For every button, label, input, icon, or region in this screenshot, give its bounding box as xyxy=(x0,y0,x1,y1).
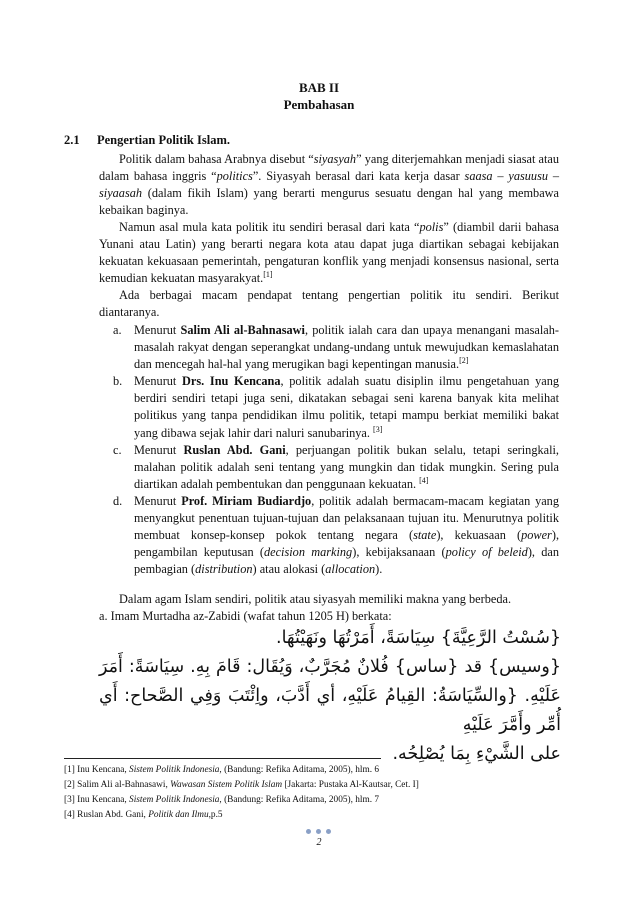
list-item xyxy=(113,373,559,441)
text-run: , (Bandung: Refika Aditama, 2005), hlm. 6 xyxy=(219,765,379,775)
paragraph-polis xyxy=(99,219,559,287)
text-run: Menurut xyxy=(134,442,184,457)
text-run: Namun asal mula kata politik itu sendiri berasal dari kata “ xyxy=(119,220,420,234)
footnote xyxy=(64,808,223,823)
ornament-dot xyxy=(326,829,331,834)
text-run: , perjuangan politik bukan selalu, tetapi seringkali, malahan politik adalah seni tentang yang mungkin dan tidak mungkin. Sering pula diartikan adalah pembentukan dan penggunaan kekuatan. xyxy=(134,442,559,491)
term-power: power xyxy=(521,528,552,543)
term-siyaasah: siyaasah xyxy=(99,186,143,201)
footnote xyxy=(64,793,379,808)
chapter-heading: BAB II xyxy=(298,80,340,95)
list-marker: d. xyxy=(113,493,123,508)
paragraph-islam: Dalam agam Islam sendiri, politik atau siyasyah memiliki makna yang berbeda. xyxy=(119,592,512,606)
text-run: ”. Siyasyah berasal dari kata kerja dasar xyxy=(252,169,465,184)
list-marker: a. xyxy=(113,323,122,337)
quote-intro-text: Imam Murtadha az-Zabidi (wafat tahun 1205 H) berkata: xyxy=(110,609,392,623)
arabic-line: {سُسْتُ الرَّعِيَّةَ} سِيَاسَةً، أَمَرْتُهَا ونَهَيْتُهَا. xyxy=(276,628,561,648)
text-run: [1] Inu Kencana, xyxy=(64,765,130,775)
text-run: ,p.5 xyxy=(208,810,223,820)
term-state: state xyxy=(413,528,437,543)
text-run: [2] Salim Ali al-Bahnasawi, xyxy=(64,780,171,790)
text-run: Menurut xyxy=(134,493,182,508)
text-run: ” (diambil darii bahasa Yunani atau Latin) yang berarti negara kota atau dapat juga diartikan sebagai kebijakan kekuatan kekuasaan pemerintah, pengaturan konflik yang menjadi konsensus nasional, serta kemudian kekuatan masyarakyat. xyxy=(99,220,559,286)
text-run: Menurut xyxy=(134,323,181,337)
footnote-divider xyxy=(64,758,381,759)
footnote-title: Politik dan Ilmu xyxy=(148,810,209,820)
text-run: ). xyxy=(375,562,383,577)
text-run: ), kekuasaan ( xyxy=(436,528,522,543)
section-title: Pengertian Politik Islam. xyxy=(97,133,230,147)
author-name: Prof. Miriam Budiardjo xyxy=(181,493,312,508)
text-run: – xyxy=(492,169,509,184)
footnote-title: Wawasan Sistem Politik Islam xyxy=(170,780,283,790)
list-item xyxy=(113,442,559,493)
text-run: , politik adalah suatu disiplin ilmu pengetahuan yang berdiri sendiri tetapi juga seni, dikatakan sebagai seni karena banyak kita melihat politikus yang tanpa pendidikan ilmu politik, tetapi mampu berkiat memiliki bakat yang dibawa sejak lahir dari naluri sanubarinya. xyxy=(134,374,559,440)
author-name: Drs. Inu Kencana xyxy=(182,374,281,389)
page-number: 2 xyxy=(316,837,322,848)
quote-intro xyxy=(99,608,392,625)
text-run: , politik adalah bermacam-macam kegiatan yang menyangkut penentuan tujuan-tujuan dan pelaksanaan tujuan itu. Menurutnya politik membuat konsep-konsep pokok tentang negara ( xyxy=(134,493,559,543)
text-run: , (Bandung: Refika Aditama, 2005), hlm. 7 xyxy=(219,795,379,805)
author-name: Ruslan Abd. Gani xyxy=(183,442,286,457)
text-run: ), dan pembagian ( xyxy=(134,545,560,577)
chapter-title: Pembahasan xyxy=(283,97,355,112)
list-item xyxy=(113,322,559,373)
ornament-dot xyxy=(316,829,321,834)
term-yasuusu: yasuusu xyxy=(508,169,549,184)
footnote-ref[interactable]: [2] xyxy=(459,356,469,366)
term-allocation: allocation xyxy=(325,562,376,577)
list-marker: c. xyxy=(113,442,122,457)
text-run: ) atau alokasi ( xyxy=(252,562,326,577)
term-politics: politics xyxy=(216,169,253,184)
list-item xyxy=(113,493,559,578)
text-run: Menurut xyxy=(134,374,183,389)
text-run: ), kebijaksanaan ( xyxy=(352,545,446,560)
footnote xyxy=(64,778,419,793)
text-run: [4] Ruslan Abd. Gani, xyxy=(64,810,149,820)
ornament-dot xyxy=(306,829,311,834)
section-number: 2.1 xyxy=(64,133,80,147)
arabic-line: على الشَّيْءِ بِمَا يُصْلِحُه. xyxy=(392,744,561,764)
footnote-ref[interactable]: [1] xyxy=(263,270,273,280)
text-run: ” yang diterjemahkan menjadi siasat atau dalam bahasa inggris “ xyxy=(99,152,559,184)
term-beleid: policy of beleid xyxy=(445,545,528,560)
footnote-ref[interactable]: [3] xyxy=(373,424,383,434)
text-run: (dalam fikih Islam) yang berarti mengurus sesuatu dengan hal yang membawa kebaikan baginya. xyxy=(99,186,559,218)
footnote-title: Sistem Politik Indonesia xyxy=(129,765,220,775)
footnote-ref[interactable]: [4] xyxy=(419,475,429,485)
list-marker: b. xyxy=(113,374,123,389)
term-polis: polis xyxy=(419,220,444,234)
term-decision: decision marking xyxy=(263,545,353,560)
arabic-quote xyxy=(99,624,561,769)
paragraph-politik-arab xyxy=(99,151,559,219)
text-run: [Jakarta: Pustaka Al-Kautsar, Cet. I] xyxy=(282,780,419,790)
text-run: [3] Inu Kencana, xyxy=(64,795,130,805)
text-run: , politik ialah cara dan upaya menangani masalah-masalah rakyat dengan seperangkat undang-undang untuk mewujudkan kemaslahatan dan mencegah hal-hal yang merugikan bagi kepentingan manusia. xyxy=(134,323,559,372)
footnote-title: Sistem Politik Indonesia xyxy=(129,795,220,805)
text-run: – xyxy=(548,169,559,184)
text-run: Politik dalam bahasa Arabnya disebut “ xyxy=(119,152,314,166)
footnote xyxy=(64,763,379,778)
page-ornament xyxy=(306,829,332,835)
definitions-list xyxy=(113,322,559,578)
section-heading xyxy=(64,133,230,148)
text-run: ), pengambilan keputusan ( xyxy=(134,528,560,560)
term-saasa: saasa xyxy=(464,169,493,184)
term-distribution: distribution xyxy=(195,562,253,577)
term-siyasyah: siyasyah xyxy=(313,152,357,166)
list-marker: a. xyxy=(99,609,108,623)
arabic-line: {وسيس} قد {ساس} فُلانٌ مُجَرَّبٌ، وَيُقَال: قَامَ بِهِ. سِيَاسَةً: أَمَرَ عَلَيْهِ. {والسِّيَاسَةُ: القِيامُ عَلَيْهِ، أي أَدَّبَ، واِئْتَبَ وَفِي الصَّحاح: أَي أُمِّر وأَمَّرَ عَلَيْهِ xyxy=(99,657,561,735)
paragraph-pendapat: Ada berbagai macam pendapat tentang pengertian politik itu sendiri. Berikut diantaranya. xyxy=(99,288,559,320)
author-name: Salim Ali al-Bahnasawi xyxy=(180,323,305,337)
